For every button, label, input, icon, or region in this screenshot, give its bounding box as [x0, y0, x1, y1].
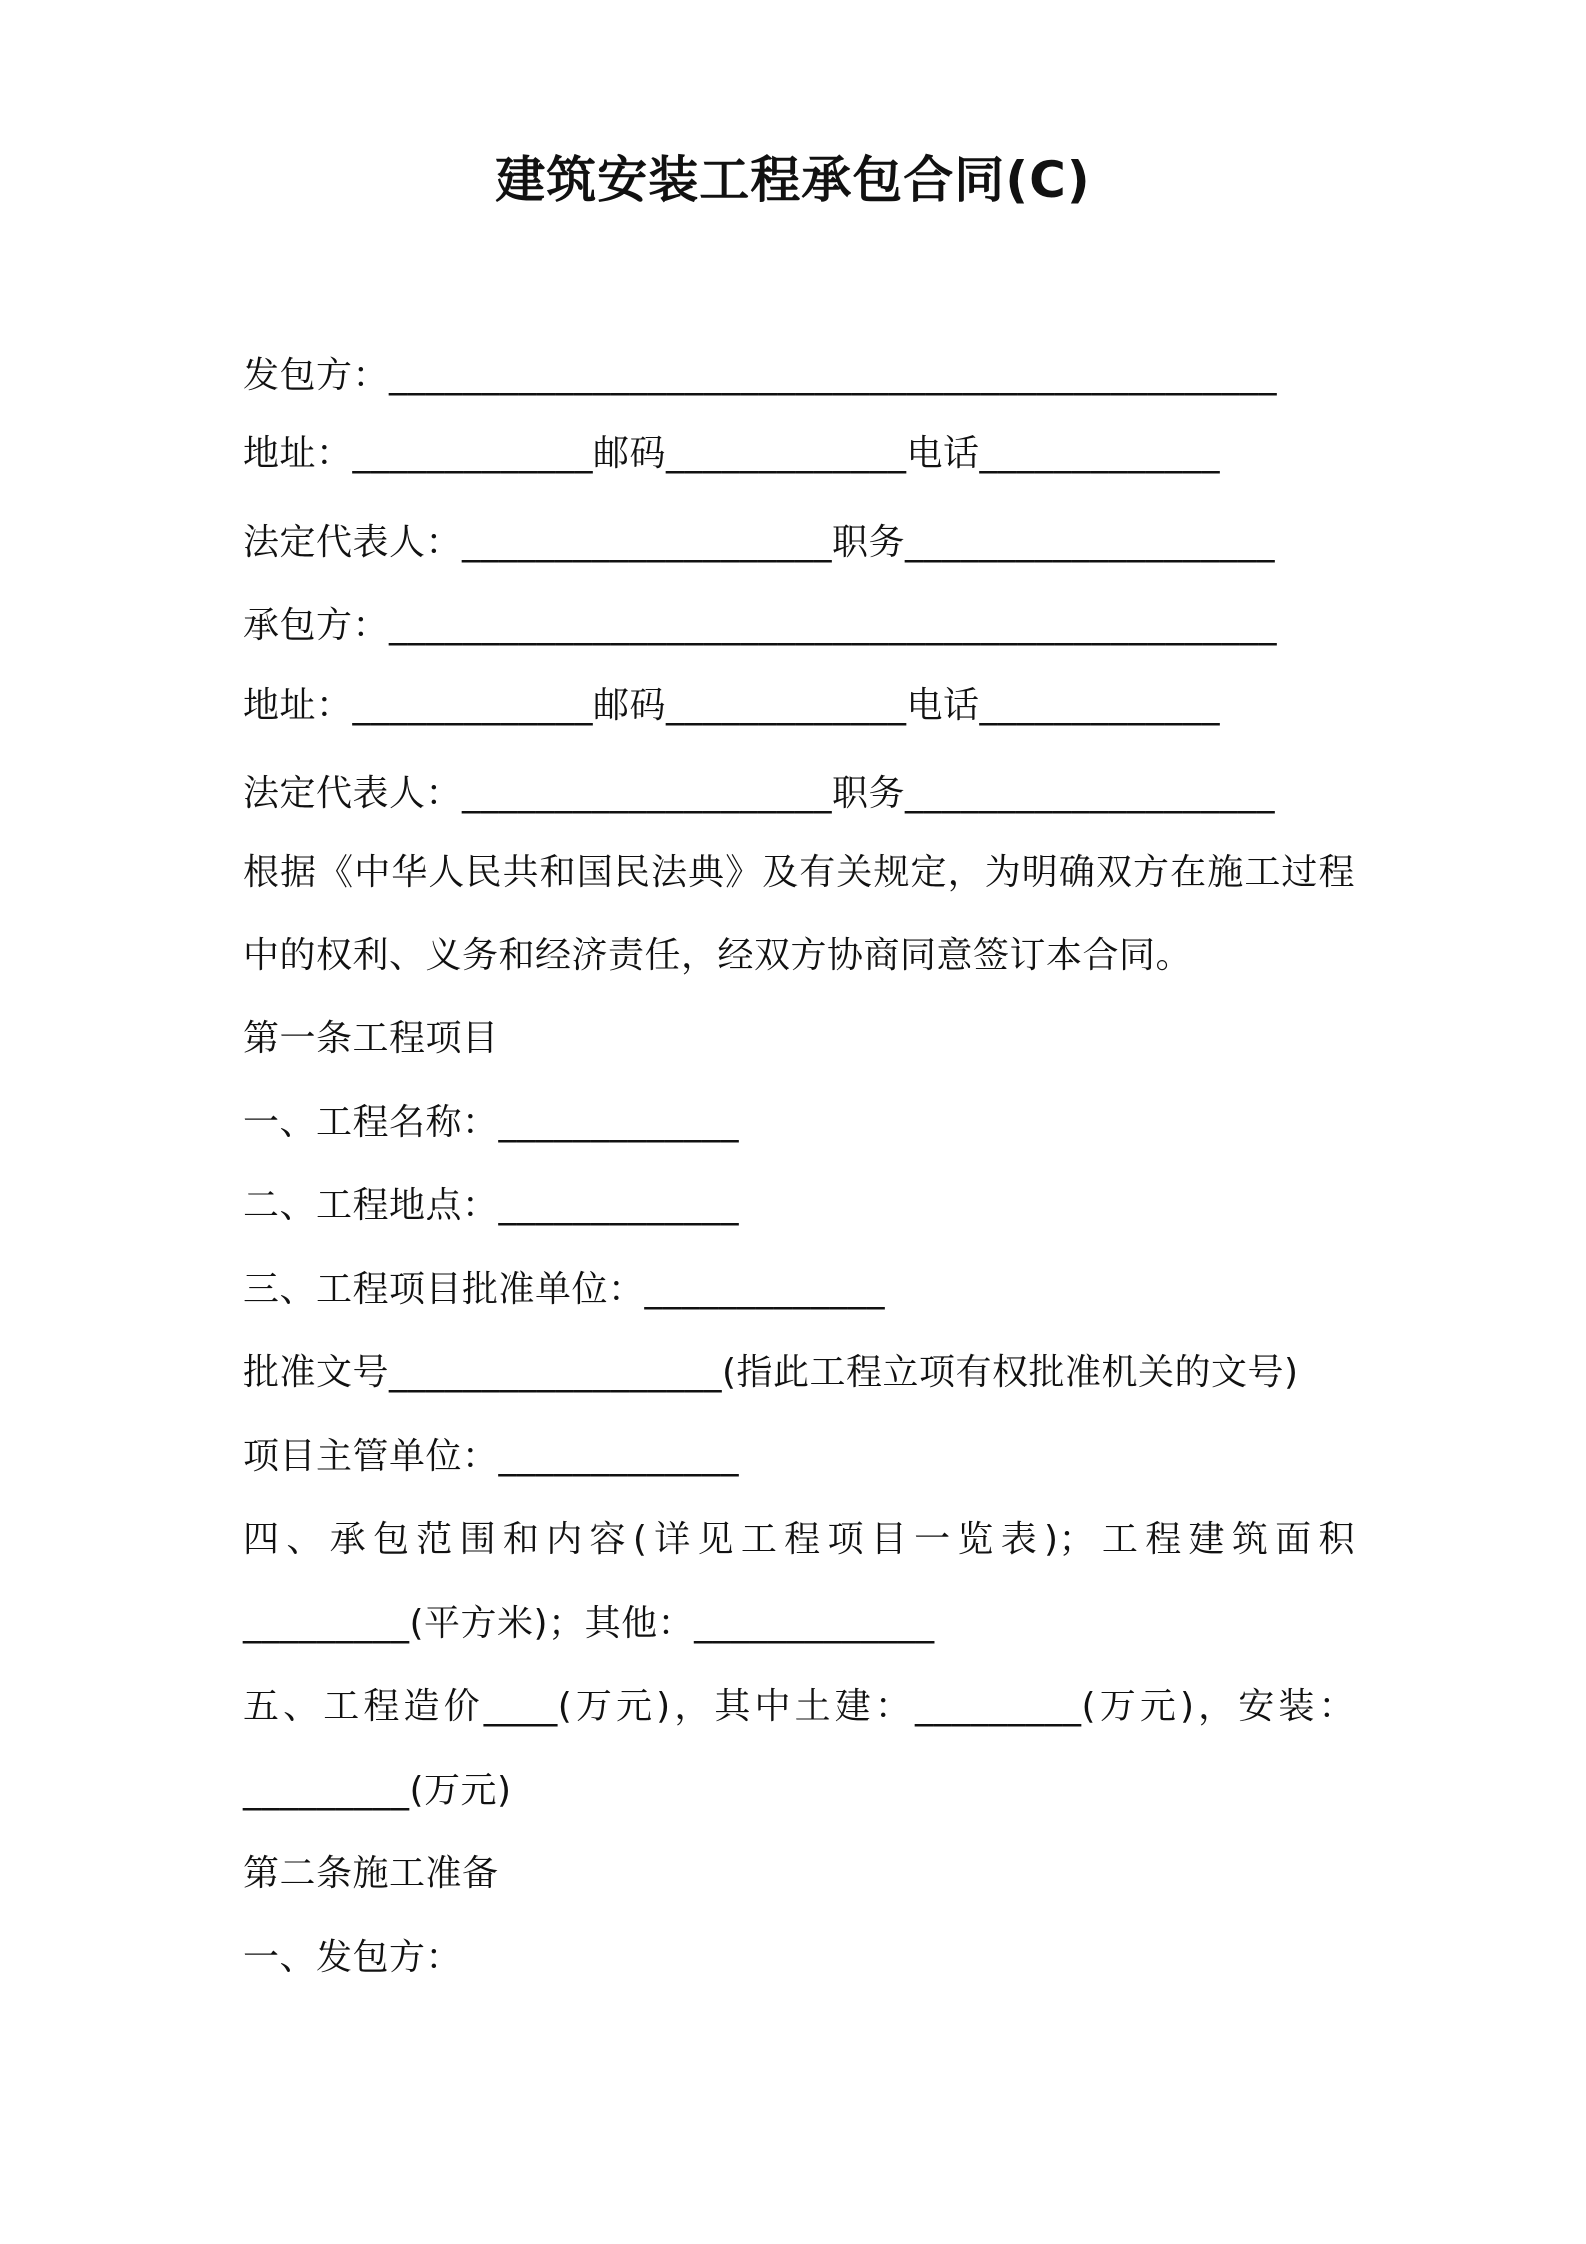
approval-unit-line: 三、工程项目批准单位：_____________ — [243, 1269, 886, 1310]
project-location-line: 二、工程地点：_____________ — [243, 1185, 740, 1226]
scope-line-2: _________(平方米)；其他：_____________ — [243, 1603, 935, 1644]
cost-line-1: 五、工程造价____(万元)，其中土建：_________(万元)，安装： — [243, 1686, 1355, 1727]
employer-prep-line: 一、发包方： — [243, 1937, 463, 1978]
contractor-name-line: 承包方：________________________________________________ — [243, 605, 1277, 646]
supervising-unit-line: 项目主管单位：_____________ — [243, 1436, 740, 1477]
approval-number-line: 批准文号__________________(指此工程立项有权批准机关的文号) — [243, 1352, 1299, 1393]
preamble-line-2: 中的权利、义务和经济责任，经双方协商同意签订本合同。 — [243, 935, 1193, 976]
article-1-heading: 第一条工程项目 — [243, 1018, 499, 1059]
article-2-heading: 第二条施工准备 — [243, 1853, 499, 1894]
employer-name-line: 发包方：________________________________________________ — [243, 355, 1277, 396]
document-title: 建筑安装工程承包合同(C) — [495, 151, 1091, 209]
employer-representative-line: 法定代表人：____________________职务____________________ — [243, 522, 1276, 563]
project-name-line: 一、工程名称：_____________ — [243, 1102, 740, 1143]
contractor-representative-line: 法定代表人：____________________职务____________________ — [243, 773, 1276, 814]
cost-line-2: _________(万元) — [243, 1770, 512, 1811]
scope-line-1: 四、承包范围和内容(详见工程项目一览表)；工程建筑面积 — [243, 1519, 1355, 1560]
employer-address-line: 地址：_____________邮码_____________电话_____________ — [243, 433, 1221, 474]
preamble-line-1: 根据《中华人民共和国民法典》及有关规定，为明确双方在施工过程 — [243, 852, 1355, 893]
contractor-address-line: 地址：_____________邮码_____________电话_____________ — [243, 685, 1221, 726]
